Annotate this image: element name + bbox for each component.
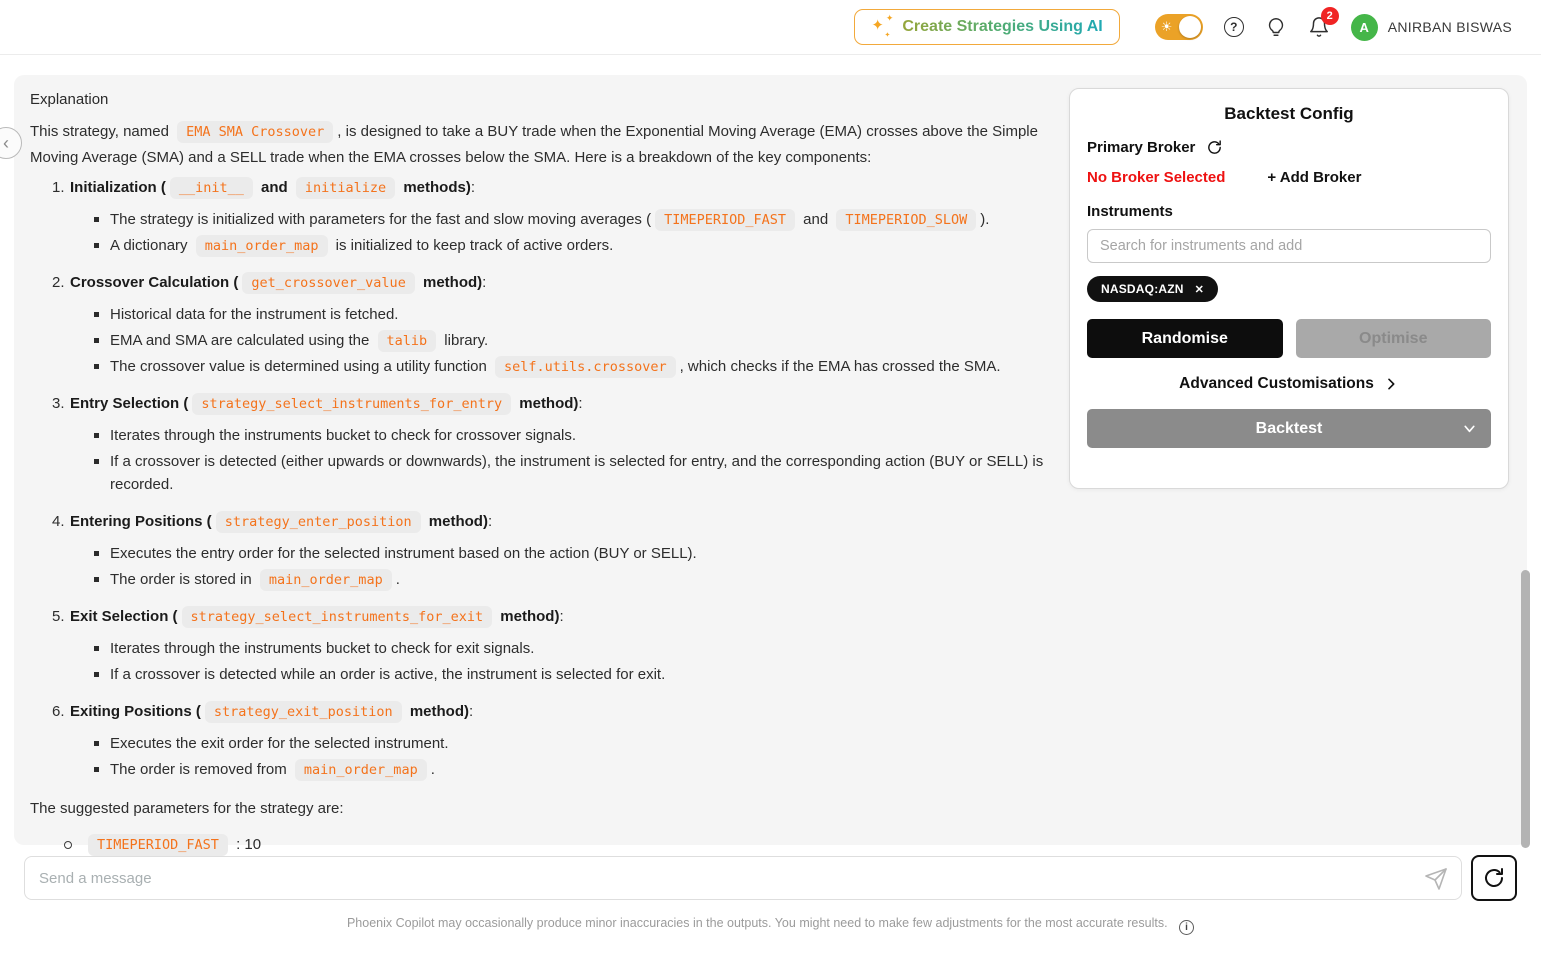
text-segment: : 10: [231, 836, 262, 853]
step-body: [70, 509, 697, 600]
text-segment: Iterates through the instruments bucket to check for crossover signals.: [110, 427, 577, 444]
text-segment: If a crossover is detected while an order is active, the instrument is selected for exit.: [110, 666, 666, 683]
step-body: [70, 270, 1001, 387]
instrument-chip[interactable]: [1087, 276, 1218, 302]
message-input[interactable]: [25, 857, 1461, 899]
inline-code-chip: main_order_map: [196, 235, 328, 257]
strategy-steps-list: [30, 175, 1072, 790]
text-segment: The strategy is initialized with parameters for the fast and slow moving averages (: [110, 211, 652, 228]
backtest-config-panel: [1069, 88, 1509, 489]
theme-toggle[interactable]: [1155, 14, 1203, 40]
instrument-chip-label: NASDAQ:AZN: [1101, 282, 1184, 296]
bold-text: Crossover Calculation (: [70, 274, 239, 291]
step-bullets: [70, 303, 1001, 378]
username: ANIRBAN BISWAS: [1387, 19, 1512, 35]
bullet-item: [94, 663, 665, 686]
instruments-label: Instruments: [1087, 203, 1173, 220]
footer-disclaimer: [0, 916, 1541, 935]
step-body: [70, 391, 1072, 505]
inline-code-chip: __init__: [170, 177, 253, 199]
inline-code-chip: strategy_enter_position: [216, 511, 421, 533]
lightbulb-icon: [1265, 16, 1287, 38]
step-bullets: [70, 637, 665, 686]
bullet-item: [94, 303, 1001, 326]
disclaimer-text: Phoenix Copilot may occasionally produce minor inaccuracies in the outputs. You might need to make few adjustments for the most accurate results.: [346, 916, 1168, 930]
inline-code-chip: EMA SMA Crossover: [177, 121, 333, 143]
step-bullets: [70, 208, 989, 257]
refresh-chat-button[interactable]: [1471, 855, 1517, 901]
text-segment: :: [487, 513, 493, 530]
strategy-step: [52, 175, 1072, 266]
step-number: 1.: [52, 179, 65, 196]
primary-broker-row: [1087, 139, 1491, 156]
text-segment: and: [799, 211, 833, 228]
inline-code-chip: initialize: [296, 177, 395, 199]
step-number: 3.: [52, 395, 65, 412]
text-segment: The crossover value is determined using a utility function: [110, 358, 492, 375]
step-number: 6.: [52, 703, 65, 720]
bullet-item: [94, 450, 1072, 496]
create-strategies-button[interactable]: [854, 9, 1119, 45]
param-item: [64, 833, 1072, 857]
step-bullets: [70, 424, 1072, 496]
step-bullets: [70, 732, 473, 781]
bullet-item: [94, 355, 1001, 378]
question-mark-icon: ?: [1224, 17, 1244, 37]
broker-status-row: [1087, 169, 1491, 186]
notification-badge: 2: [1321, 7, 1339, 25]
step-body: [70, 699, 473, 790]
bullet-item: [94, 758, 473, 781]
text-segment: :: [470, 179, 476, 196]
message-composer: [24, 856, 1462, 900]
text-segment: The order is removed from: [110, 761, 291, 778]
bullet-item: [94, 424, 1072, 447]
inline-code-chip: TIMEPERIOD_SLOW: [836, 209, 976, 231]
text-segment: Iterates through the instruments bucket to check for exit signals.: [110, 640, 535, 657]
text-segment: .: [430, 761, 435, 778]
step-number: 4.: [52, 513, 65, 530]
strategy-step: [52, 699, 1072, 790]
sun-icon: ☀: [1160, 19, 1173, 34]
inline-code-chip: self.utils.crossover: [495, 356, 676, 378]
text-segment: Historical data for the instrument is fetched.: [110, 306, 399, 323]
sparkles-icon: ✦ ✦ ✦: [871, 13, 894, 39]
help-button[interactable]: [1224, 17, 1244, 37]
toggle-knob: [1179, 16, 1201, 38]
chevron-right-icon: [1383, 376, 1399, 392]
explanation-heading: Explanation: [30, 91, 109, 108]
text-segment: , is designed to take a BUY trade when the Exponential Moving Average (EMA) crosses above the Simple Moving Average (SMA) and a SELL trade when the EMA crosses below the SMA. Here is a breakdown of the key components:: [30, 123, 1038, 166]
bold-text: method): [515, 395, 579, 412]
send-icon[interactable]: [1424, 867, 1448, 896]
advanced-customisations-label: Advanced Customisations: [1179, 375, 1374, 392]
bold-text: Exiting Positions (: [70, 703, 201, 720]
create-strategies-label: Create Strategies Using AI: [902, 18, 1103, 35]
inline-code-chip: talib: [378, 330, 437, 352]
avatar: A: [1351, 14, 1378, 41]
step-title: [70, 509, 697, 535]
bold-text: Exit Selection (: [70, 608, 178, 625]
text-segment: :: [578, 395, 583, 412]
lightbulb-button[interactable]: [1265, 16, 1287, 38]
top-header: [0, 0, 1541, 55]
inline-code-chip: main_order_map: [260, 569, 392, 591]
bold-text: Entering Positions (: [70, 513, 212, 530]
info-icon: i: [1179, 920, 1194, 935]
inline-code-chip: strategy_select_instruments_for_entry: [192, 393, 511, 415]
strategy-step: [52, 391, 1072, 505]
advanced-customisations-link[interactable]: [1087, 375, 1491, 393]
step-title: [70, 699, 473, 725]
add-broker-button[interactable]: + Add Broker: [1267, 169, 1362, 186]
text-segment: :: [559, 608, 564, 625]
bullet-item: [94, 568, 697, 591]
text-segment: Executes the entry order for the selected instrument based on the action (BUY or SELL).: [110, 545, 697, 562]
bullet-item: [94, 234, 989, 257]
refresh-brokers-icon[interactable]: [1206, 139, 1223, 156]
remove-instrument-icon[interactable]: ✕: [1194, 283, 1205, 296]
text-segment: library.: [440, 332, 489, 349]
primary-broker-label: Primary Broker: [1087, 139, 1196, 156]
refresh-icon: [1482, 866, 1506, 890]
text-segment: ).: [980, 211, 990, 228]
bold-text: Entry Selection (: [70, 395, 189, 412]
step-title: [70, 391, 1072, 417]
step-bullets: [70, 542, 697, 591]
backtest-button-label: Backtest: [1255, 419, 1323, 437]
text-segment: The order is stored in: [110, 571, 256, 588]
text-segment: If a crossover is detected (either upwards or downwards), the instrument is selected for entry, and the corresponding action (BUY or SELL) is recorded.: [110, 453, 1044, 493]
text-segment: , which checks if the EMA has crossed the SMA.: [679, 358, 1001, 375]
text-segment: :: [482, 274, 487, 291]
inline-code-chip: TIMEPERIOD_FAST: [655, 209, 795, 231]
bullet-item: [94, 329, 1001, 352]
step-body: [70, 604, 665, 695]
text-segment: Executes the exit order for the selected instrument.: [110, 735, 449, 752]
strategy-step: [52, 509, 1072, 600]
inline-code-chip: strategy_select_instruments_for_exit: [182, 606, 493, 628]
panel-title: Backtest Config: [1224, 104, 1354, 123]
scrollbar-thumb[interactable]: [1521, 570, 1530, 848]
backtest-button[interactable]: [1087, 409, 1491, 448]
chevron-left-icon: ‹: [3, 132, 9, 153]
bold-text: method): [418, 274, 483, 291]
text-segment: This strategy, named: [30, 123, 174, 140]
text-segment: EMA and SMA are calculated using the: [110, 332, 374, 349]
inline-code-chip: TIMEPERIOD_FAST: [88, 834, 228, 856]
explanation-intro: [30, 119, 1072, 171]
step-title: [70, 604, 665, 630]
bullet-item: [94, 637, 665, 660]
bullet-item: [94, 732, 473, 755]
no-broker-selected-text: No Broker Selected: [1087, 169, 1226, 186]
bold-text: method): [496, 608, 560, 625]
step-number: 2.: [52, 274, 65, 291]
inline-code-chip: main_order_map: [295, 759, 427, 781]
bullet-item: [94, 542, 697, 565]
chevron-down-icon: [1461, 420, 1478, 437]
randomise-button[interactable]: Randomise: [1087, 319, 1283, 358]
explanation-content: [30, 87, 1072, 892]
text-segment: .: [395, 571, 400, 588]
optimise-button[interactable]: Optimise: [1296, 319, 1492, 358]
inline-code-chip: strategy_exit_position: [205, 701, 402, 723]
text-segment: is initialized to keep track of active orders.: [331, 237, 614, 254]
instrument-search-input[interactable]: [1087, 229, 1491, 263]
text-segment: A dictionary: [110, 237, 192, 254]
step-number: 5.: [52, 608, 65, 625]
bold-text: Initialization (: [70, 179, 166, 196]
user-profile[interactable]: [1351, 14, 1512, 41]
bold-text: methods): [399, 179, 471, 196]
strategy-step: [52, 604, 1072, 695]
text-segment: :: [468, 703, 474, 720]
bold-text: method): [405, 703, 469, 720]
step-title: [70, 270, 1001, 296]
notifications-button[interactable]: [1308, 10, 1333, 38]
config-actions-row: [1087, 319, 1491, 358]
suggested-params-intro: The suggested parameters for the strategy are:: [30, 800, 344, 817]
step-body: [70, 175, 989, 266]
bold-text: and: [256, 179, 292, 196]
inline-code-chip: get_crossover_value: [242, 272, 414, 294]
bold-text: method): [424, 513, 488, 530]
bullet-item: [94, 208, 989, 231]
step-title: [70, 175, 989, 201]
strategy-step: [52, 270, 1072, 387]
